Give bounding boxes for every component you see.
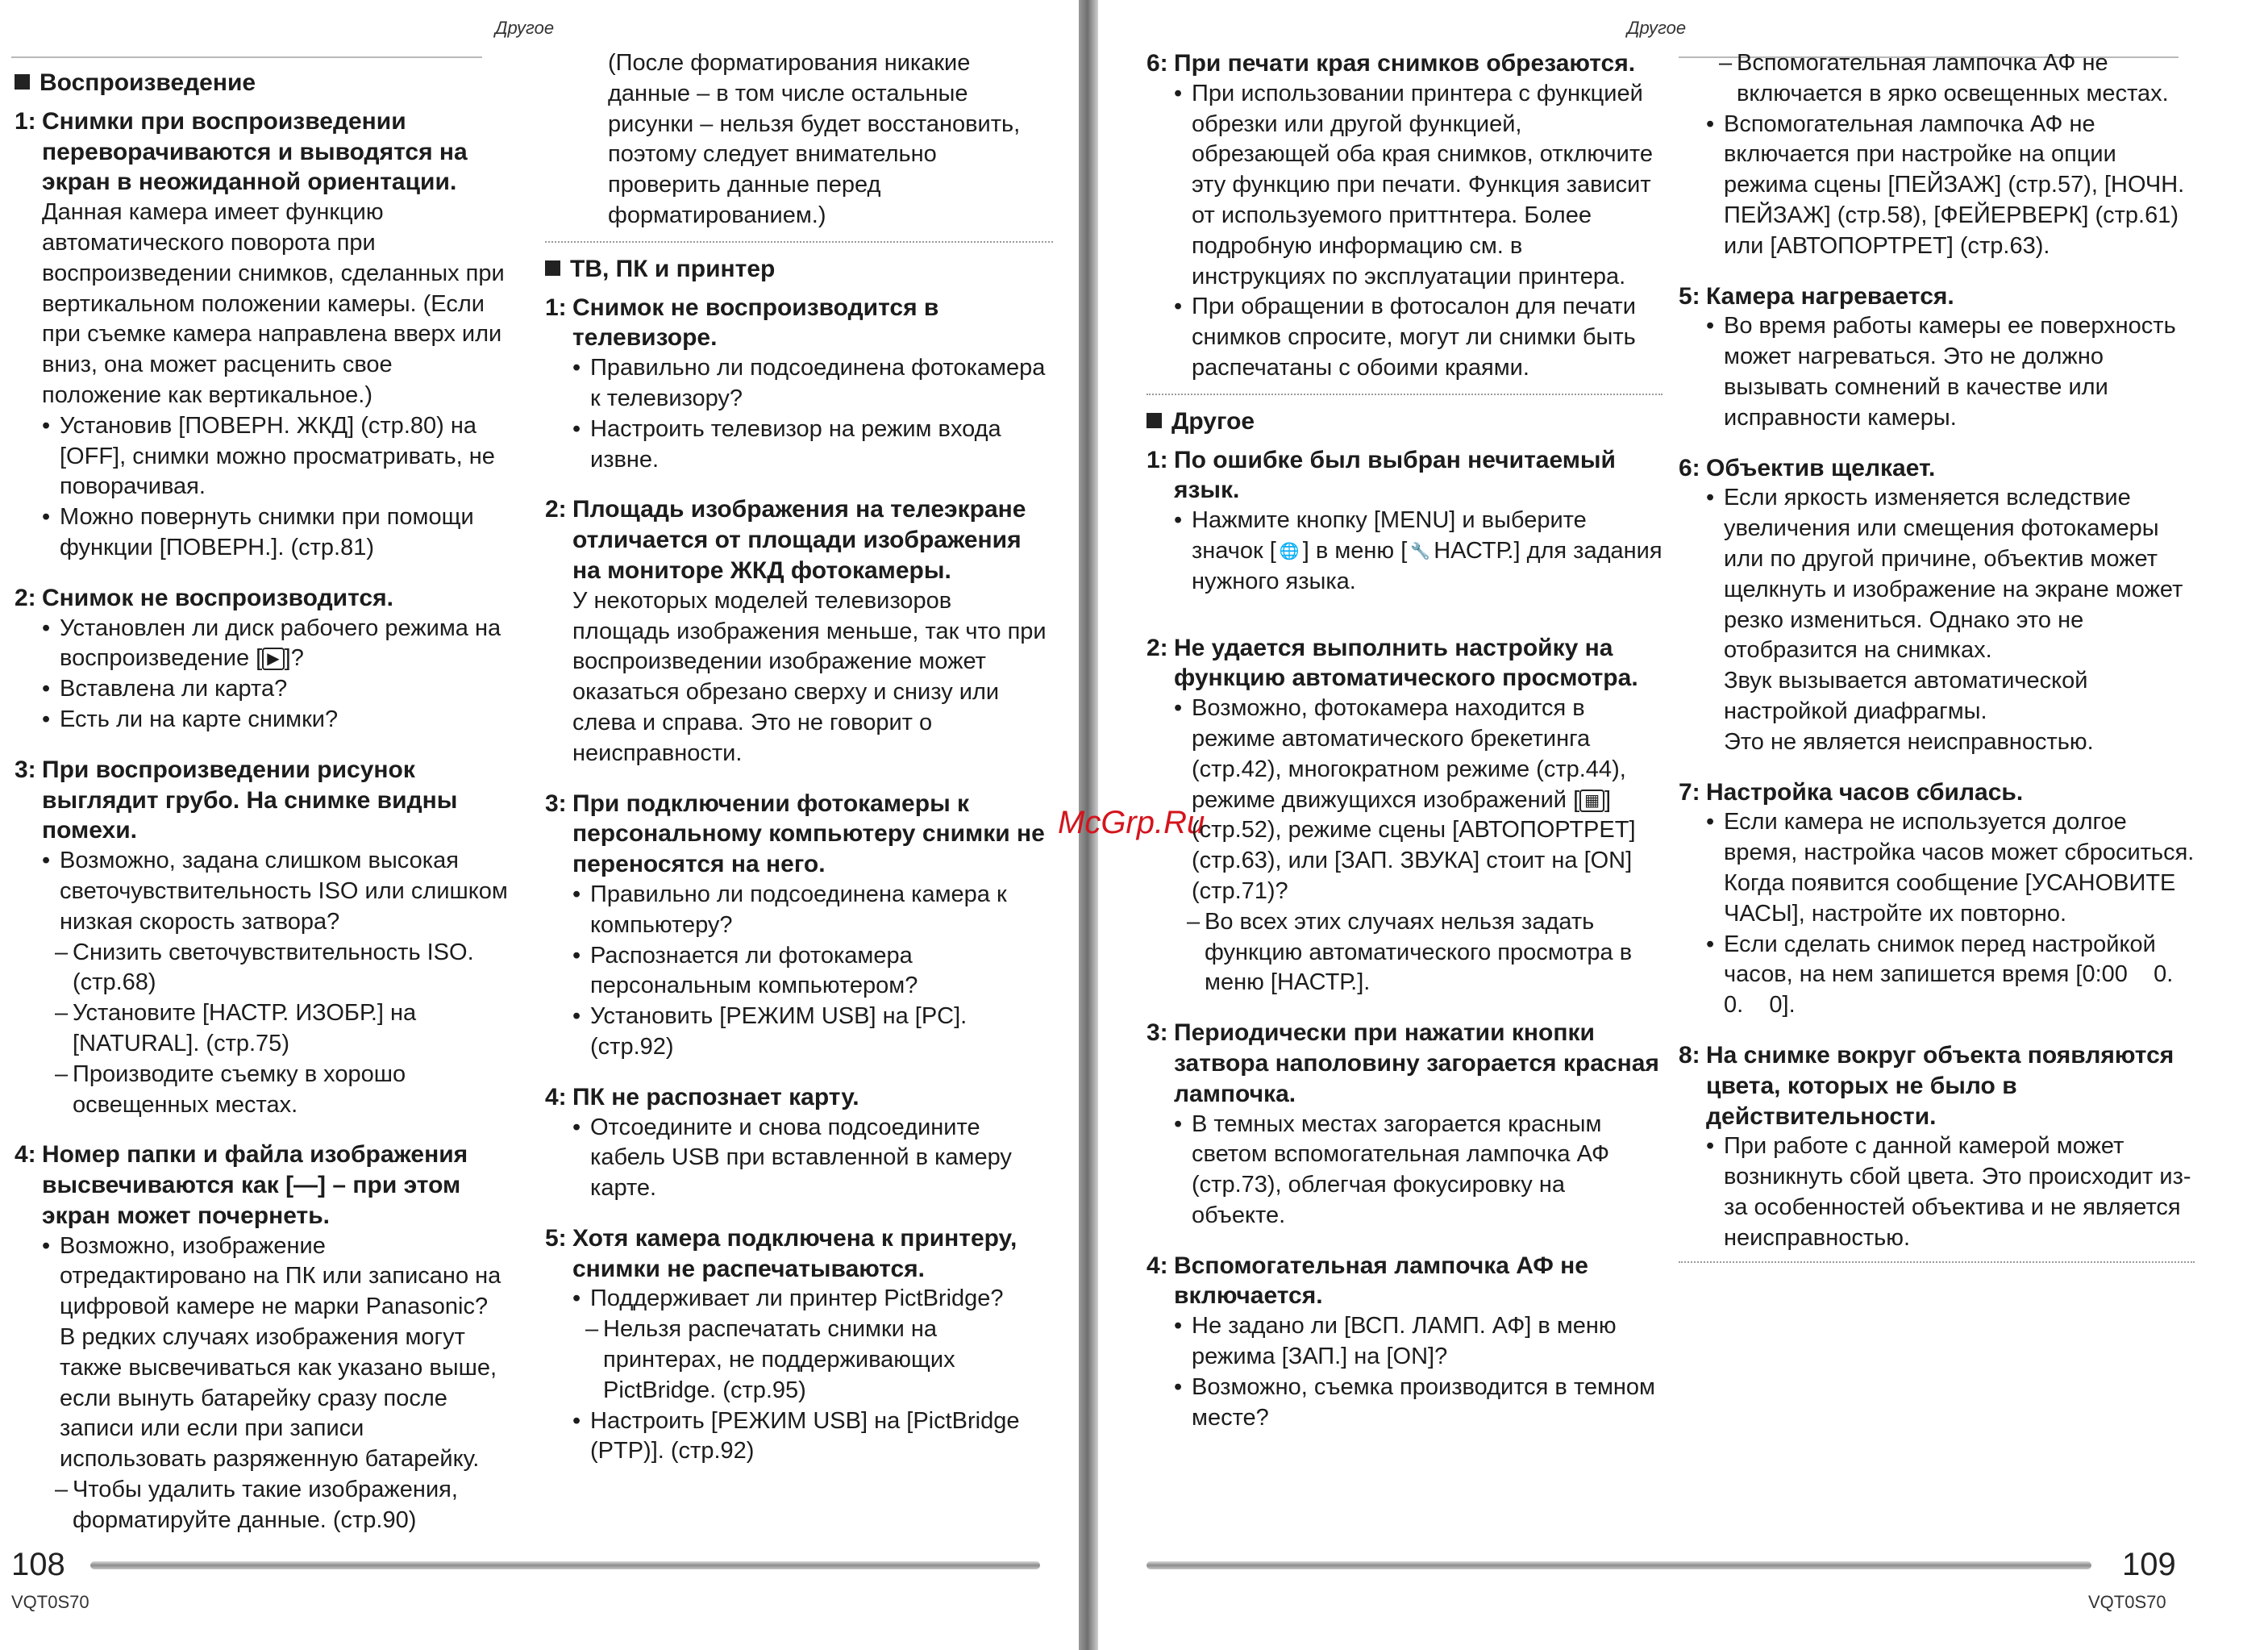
footer-bar-left bbox=[90, 1561, 1040, 1569]
bullet: • Есть ли на карте снимки? bbox=[15, 705, 516, 735]
section-title-tv-pc-printer: ТВ, ПК и принтер bbox=[545, 254, 1053, 285]
dash-item: – Чтобы удалить такие изображения, форматируйте данные. (стр.90) bbox=[15, 1475, 516, 1536]
page-number-left: 108 bbox=[11, 1547, 65, 1582]
bullet: • Правильно ли подсоединена камера к компьютеру? bbox=[545, 880, 1053, 941]
question-5: 5: Хотя камера подключена к принтеру, снимки не распечатываются. bbox=[545, 1224, 1017, 1282]
answer-text: Это не является неисправностью. bbox=[1724, 728, 2094, 755]
answer-text: Звук вызывается автоматической настройкой диафрагмы. bbox=[1724, 668, 2088, 724]
bullet: • При работе с данной камерой может возникнуть сбой цвета. Это происходит из-за особенностей объектива и не является неисправностью. bbox=[1679, 1131, 2195, 1253]
column-playback bbox=[15, 68, 516, 1536]
bullet: • Возможно, съемка производится в темном месте? bbox=[1146, 1373, 1663, 1434]
question-6: 6: При печати края снимков обрезаются. bbox=[1146, 50, 1636, 77]
bullet: • Установлен ли диск рабочего режима на воспроизведение [ ▶ ]? bbox=[15, 614, 516, 675]
bullet: • Возможно, фотокамера находится в режиме автоматического брекетинга (стр.42), многократном режиме (стр.44), режиме движущихся изображений [ ▦ ] (стр.52), режиме сцены [АВТОПОРТРЕТ] (стр.63), или [ЗАП. ЗВУКА] стоит на [ON] (стр.71)? bbox=[1146, 694, 1663, 907]
question-2: 2: Площадь изображения на телеэкране отличается от площади изображения на мониторе ЖКД фотокамеры. bbox=[545, 496, 1026, 584]
bullet: • Вставлена ли карта? bbox=[15, 674, 516, 705]
section-separator bbox=[1146, 394, 1663, 395]
bullet: • Поддерживает ли принтер PictBridge? bbox=[545, 1284, 1053, 1315]
bullet: • Установить [РЕЖИМ USB] на [PC]. (стр.92) bbox=[545, 1002, 1053, 1063]
motion-picture-icon: ▦ bbox=[1579, 790, 1604, 812]
bullet: • При использовании принтера с функцией обрезки или другой функцией, обрезающей оба края снимков, отключите эту функцию при печати. Функция зависит от используемого приттнтера. Более подробную информацию см. в инструкциях по эксплуатации принтера. bbox=[1146, 79, 1663, 293]
question-7: 7: Настройка часов сбилась. bbox=[1679, 778, 2024, 806]
watermark: McGrp.Ru bbox=[1058, 805, 1205, 840]
bullet: • В темных местах загорается красным светом вспомогательная лампочка АФ (стр.73), облегчая фокусировку на объекте. bbox=[1146, 1110, 1663, 1231]
question-1: 1: По ошибке был выбран нечитаемый язык. bbox=[1146, 446, 1616, 504]
question-2: 2: Снимок не воспроизводится. bbox=[15, 584, 393, 611]
question-8: 8: На снимке вокруг объекта появляются цвета, которых не было в действительности. bbox=[1679, 1041, 2174, 1130]
wrench-icon: 🔧 bbox=[1410, 542, 1431, 560]
bullet: • Отсоедините и снова подсоедините кабель USB при вставленной в камеру карте. bbox=[545, 1113, 1053, 1204]
question-3: 3: При подключении фотокамеры к персональному компьютеру снимки не переносятся на него. bbox=[545, 790, 1045, 878]
language-icon: 🌐 bbox=[1279, 542, 1300, 560]
question-5: 5: Камера нагревается. bbox=[1679, 282, 1954, 310]
bullet: • Распознается ли фотокамера персональным компьютером? bbox=[545, 941, 1053, 1002]
question-4: 4: Номер папки и файла изображения высвечиваются как [—] – при этом экран может почернеть. bbox=[15, 1141, 468, 1229]
section-title-other: Другое bbox=[1146, 406, 1663, 437]
bullet: • Нажмите кнопку [MENU] и выберите значок [ 🌐 ] в меню [ 🔧 НАСТР.] для задания нужного языка. bbox=[1146, 506, 1663, 597]
bullet: • При обращении в фотосалон для печати снимков спросите, могут ли снимки быть распечатаны с обоими краями. bbox=[1146, 292, 1663, 383]
dash-item: – Нельзя распечатать снимки на принтерах, не поддерживающих PictBridge. (стр.95) bbox=[545, 1315, 1053, 1406]
answer-text: В редких случаях изображения могут также высвечиваться как указано выше, если вынуть батарейку сразу после записи или если при записи использовать разряженную батарейку. bbox=[60, 1324, 497, 1473]
bullet: • Установив [ПОВЕРН. ЖКД] (стр.80) на [OFF], снимки можно просматривать, не поворачивая. bbox=[15, 411, 516, 502]
section-separator bbox=[545, 241, 1053, 243]
section-title-playback: Воспроизведение bbox=[15, 68, 516, 98]
continued-text: (После форматирования никакие данные – в том числе остальные рисунки – нельзя будет восстановить, поэтому следует внимательно проверить данные перед форматированием.) bbox=[608, 50, 1021, 228]
question-3: 3: Периодически при нажатии кнопки затвора наполовину загорается красная лампочка. bbox=[1146, 1019, 1659, 1107]
bullet: • Вспомогательная лампочка АФ не включается при настройке на опции режима сцены [ПЕЙЗАЖ] (стр.57), [НОЧН. ПЕЙЗАЖ] (стр.58), [ФЕЙЕРВЕРК] (стр.61) или [АВТОПОРТРЕТ] (стр.63). bbox=[1679, 110, 2195, 262]
question-6: 6: Объектив щелкает. bbox=[1679, 454, 1936, 481]
bullet: • Настроить [РЕЖИМ USB] на [PictBridge (PTP)]. (стр.92) bbox=[545, 1406, 1053, 1468]
question-1: 1: Снимки при воспроизведении переворачиваются и выводятся на экран в неожиданной ориентации. bbox=[15, 107, 468, 196]
question-3: 3: При воспроизведении рисунок выглядит грубо. На снимке видны помехи. bbox=[15, 756, 458, 844]
bullet: • Если яркость изменяется вследствие увеличения или смещения фотокамеры или по другой причине, объектив может щелкнуть и изображение на экране может резко измениться. Однако это не отобразится на снимках. bbox=[1679, 483, 2195, 666]
dash-item: – Снизить светочувствительность ISO. (стр.68) bbox=[15, 938, 516, 999]
bullet: • Возможно, изображение отредактировано на ПК или записано на цифровой камере не марки Panasonic? bbox=[15, 1231, 516, 1323]
right-page-header: Другое bbox=[1627, 18, 1687, 38]
bullet: • Можно повернуть снимки при помощи функции [ПОВЕРН.]. (стр.81) bbox=[15, 502, 516, 564]
section-separator bbox=[1679, 1261, 2195, 1263]
dash-item: – Производите съемку в хорошо освещенных местах. bbox=[15, 1060, 516, 1121]
left-header-rule bbox=[11, 56, 482, 58]
column-other bbox=[1146, 48, 1663, 1433]
question-1: 1: Снимок не воспроизводится в телевизоре. bbox=[545, 294, 939, 352]
dash-item: – Установите [НАСТР. ИЗОБР.] на [NATURAL]. (стр.75) bbox=[15, 998, 516, 1060]
question-4: 4: ПК не распознает карту. bbox=[545, 1083, 859, 1110]
bullet: • Возможно, задана слишком высокая светочувствительность ISO или слишком низкая скорость затвора? bbox=[15, 846, 516, 937]
bullet: • Не задано ли [ВСП. ЛАМП. АФ] в меню режима [ЗАП.] на [ON]? bbox=[1146, 1311, 1663, 1373]
answer-text: Данная камера имеет функцию автоматического поворота при воспроизведении снимков, сделанных при вертикальном положении камеры. (Если при съемке камера направлена вверх или вниз, она может расценить свое положение как вертикальное.) bbox=[42, 199, 505, 408]
column-other-continued bbox=[1679, 48, 2195, 1274]
bullet: • Во время работы камеры ее поверхность может нагреваться. Это не должно вызывать сомнений в качестве или исправности камеры. bbox=[1679, 311, 2195, 433]
bullet: • Настроить телевизор на режим входа извне. bbox=[545, 415, 1053, 476]
play-icon: ▶ bbox=[262, 648, 284, 670]
question-4: 4: Вспомогательная лампочка АФ не включается. bbox=[1146, 1252, 1588, 1310]
model-code-right: VQT0S70 bbox=[2088, 1592, 2166, 1612]
left-page-header: Другое bbox=[495, 18, 555, 38]
footer-bar-right bbox=[1146, 1561, 2091, 1569]
answer-text: У некоторых моделей телевизоров площадь изображения меньше, так что при воспроизведении изображение может оказаться обрезано сверху и снизу или слева и справа. Это не говорит о неисправности. bbox=[572, 587, 1047, 766]
bullet: • Если сделать снимок перед настройкой часов, на нем запишется время [0:00 0. 0. 0]. bbox=[1679, 930, 2195, 1021]
model-code-left: VQT0S70 bbox=[11, 1592, 89, 1612]
question-2: 2: Не удается выполнить настройку на функцию автоматического просмотра. bbox=[1146, 634, 1638, 692]
page-number-right: 109 bbox=[2122, 1547, 2176, 1582]
dash-item: – Вспомогательная лампочка АФ не включается в ярко освещенных местах. bbox=[1679, 48, 2195, 110]
column-tv-pc-printer bbox=[545, 48, 1053, 1467]
bullet: • Если камера не используется долгое время, настройка часов может сброситься. Когда появится сообщение [УСАНОВИТЕ ЧАСЫ], настройте их повторно. bbox=[1679, 807, 2195, 929]
dash-item: – Во всех этих случаях нельзя задать функцию автоматического просмотра в меню [НАСТР.]. bbox=[1146, 907, 1663, 998]
bullet: • Правильно ли подсоединена фотокамера к телевизору? bbox=[545, 353, 1053, 415]
